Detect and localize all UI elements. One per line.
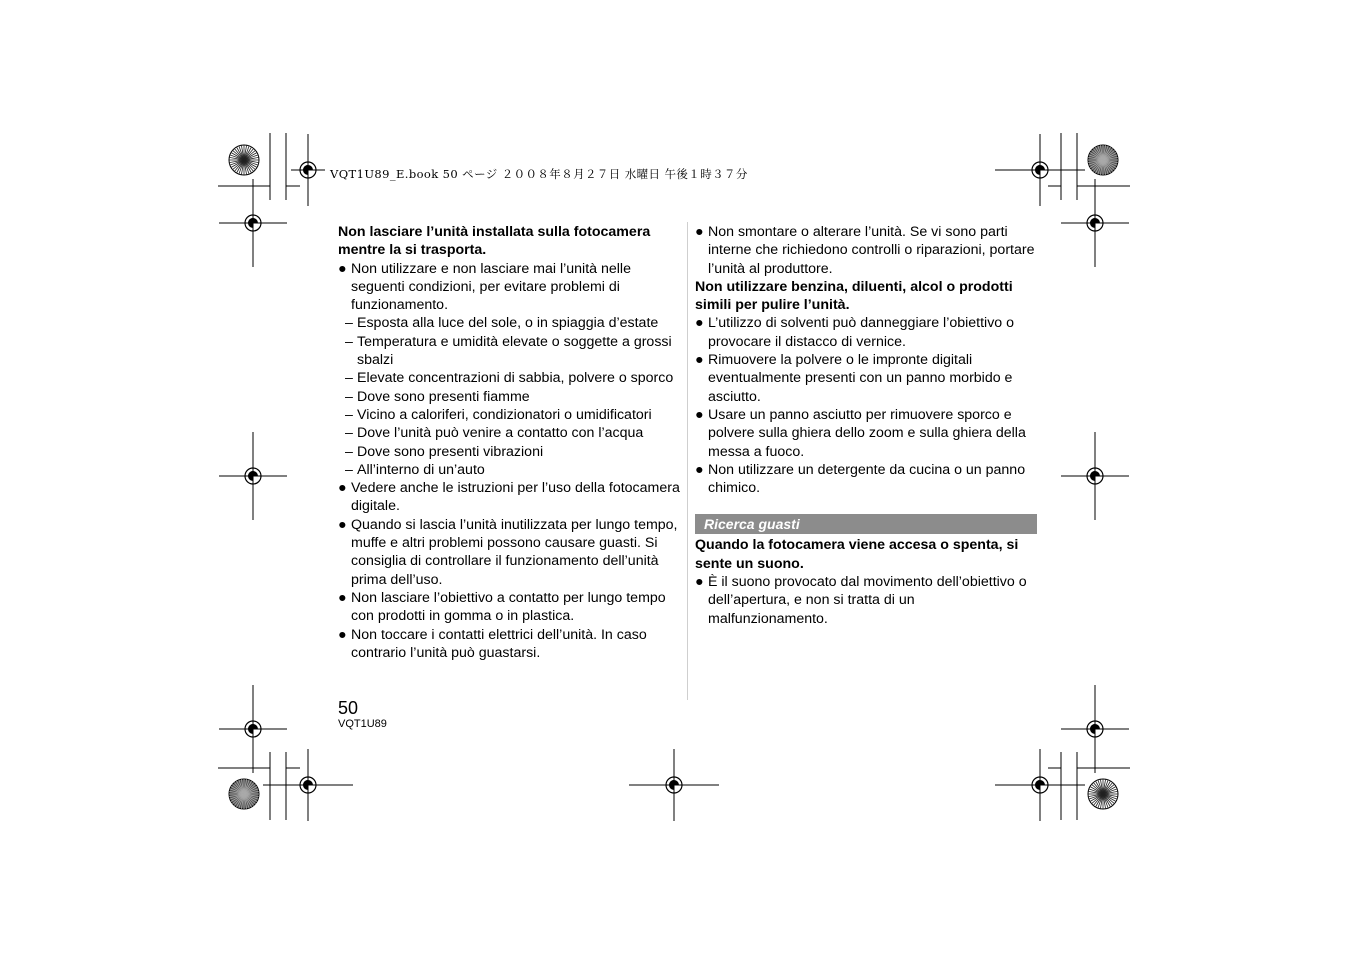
condition-item bbox=[338, 369, 683, 387]
condition-item bbox=[338, 443, 683, 461]
registration-fill-icon bbox=[669, 780, 674, 790]
bullet-text: L’utilizzo di solventi può danneggiare l’obiettivo o provocare il distacco di vernice. bbox=[708, 315, 1015, 350]
dash-icon: – bbox=[345, 315, 353, 332]
troubleshooting-question: Quando la fotocamera viene accesa o spenta, si sente un suono. bbox=[695, 537, 1019, 572]
troubleshooting-section-title: Ricerca guasti bbox=[695, 514, 1037, 534]
condition-text: Temperatura e umidità elevate o soggette a grossi sbalzi bbox=[357, 333, 672, 369]
condition-text: Dove sono presenti vibrazioni bbox=[357, 443, 544, 460]
transport-heading: Non lasciare l’unità installata sulla fotocamera mentre la si trasporta. bbox=[338, 224, 651, 259]
registration-fill-icon bbox=[303, 165, 308, 175]
right-column bbox=[695, 223, 1037, 628]
condition-text: Dove sono presenti fiamme bbox=[357, 388, 530, 405]
model-code: VQT1U89 bbox=[338, 718, 387, 730]
list-item bbox=[695, 314, 1037, 351]
list-item bbox=[338, 516, 683, 589]
condition-item bbox=[338, 424, 683, 442]
bullet-icon: ● bbox=[338, 260, 347, 277]
list-item bbox=[338, 589, 683, 626]
list-item bbox=[338, 260, 683, 315]
bullet-text: Non utilizzare un detergente da cucina o un panno chimico. bbox=[708, 461, 1026, 497]
page-number: 50 bbox=[338, 698, 359, 718]
bullet-icon: ● bbox=[338, 516, 347, 533]
bullet-icon: ● bbox=[695, 224, 704, 240]
condition-item bbox=[338, 314, 683, 332]
dash-icon: – bbox=[345, 388, 353, 405]
condition-text: All’interno di un’auto bbox=[357, 461, 485, 478]
list-item bbox=[695, 573, 1037, 628]
list-item bbox=[695, 223, 1037, 278]
list-item bbox=[695, 461, 1037, 498]
bullet-icon: ● bbox=[695, 461, 704, 478]
dash-icon: – bbox=[345, 443, 353, 460]
bullet-text: Non smontare o alterare l’unità. Se vi sono parti interne che richiedono controlli o riparazioni, portare l’unità al produttore. bbox=[708, 224, 1035, 277]
condition-item bbox=[338, 461, 683, 479]
bullet-text: Usare un panno asciutto per rimuovere sporco e polvere sulla ghiera dello zoom e sulla ghiera della messa a fuoco. bbox=[708, 406, 1026, 460]
registration-fill-icon bbox=[303, 780, 308, 790]
cleaning-heading: Non utilizzare benzina, diluenti, alcol o prodotti simili per pulire l’unità. bbox=[695, 278, 1013, 314]
registration-fill-icon bbox=[248, 471, 253, 481]
bullet-text: È il suono provocato dal movimento dell’obiettivo o dell’apertura, e non si tratta di un malfunzionamento. bbox=[708, 574, 1027, 627]
list-item bbox=[338, 479, 683, 516]
bullet-icon: ● bbox=[695, 352, 704, 369]
condition-item bbox=[338, 333, 683, 370]
condition-text: Esposta alla luce del sole, o in spiaggia d’estate bbox=[357, 315, 659, 332]
condition-text: Dove l’unità può venire a contatto con l’acqua bbox=[357, 425, 644, 442]
bullet-text: Non toccare i contatti elettrici dell’unità. In caso contrario l’unità può guastarsi. bbox=[351, 626, 647, 661]
dash-icon: – bbox=[345, 461, 353, 478]
registration-fill-icon bbox=[248, 218, 253, 228]
bullet-icon: ● bbox=[695, 315, 704, 332]
list-item bbox=[695, 406, 1037, 461]
column-divider bbox=[687, 222, 688, 700]
print-file-header: VQT1U89_E.book 50 ページ ２００８年８月２７日 水曜日 午後１時３７分 bbox=[330, 167, 748, 181]
left-column bbox=[338, 223, 683, 662]
registration-fill-icon bbox=[1035, 780, 1040, 790]
condition-item bbox=[338, 388, 683, 406]
condition-text: Elevate concentrazioni di sabbia, polvere o sporco bbox=[357, 370, 674, 387]
condition-item bbox=[338, 406, 683, 424]
registration-fill-icon bbox=[248, 724, 253, 734]
bullet-text: Vedere anche le istruzioni per l’uso della fotocamera digitale. bbox=[351, 480, 680, 515]
bullet-icon: ● bbox=[695, 406, 704, 423]
bullet-icon: ● bbox=[338, 626, 347, 643]
bullet-icon: ● bbox=[338, 589, 347, 606]
bullet-icon: ● bbox=[695, 574, 704, 591]
registration-fill-icon bbox=[1090, 724, 1095, 734]
list-item bbox=[695, 351, 1037, 406]
dash-icon: – bbox=[345, 425, 353, 442]
bullet-icon: ● bbox=[338, 480, 347, 497]
bullet-text: Non lasciare l’obiettivo a contatto per lungo tempo con prodotti in gomma o in plastica. bbox=[351, 589, 666, 625]
bullet-text: Non utilizzare e non lasciare mai l’unità nelle seguenti condizioni, per evitare problemi di funzionamento. bbox=[351, 260, 631, 314]
registration-fill-icon bbox=[1090, 218, 1095, 228]
registration-fill-icon bbox=[1035, 165, 1040, 175]
dash-icon: – bbox=[345, 333, 353, 350]
bullet-text: Rimuovere la polvere o le impronte digitali eventualmente presenti con un panno morbido e asciutto. bbox=[708, 352, 1013, 405]
bullet-text: Quando si lascia l’unità inutilizzata per lungo tempo, muffe e altri problemi possono causare guasti. Si consiglia di controllare il funzionamento dell’unità prima dell’uso. bbox=[351, 516, 678, 588]
list-item bbox=[338, 626, 683, 663]
registration-fill-icon bbox=[1090, 471, 1095, 481]
condition-text: Vicino a caloriferi, condizionatori o umidificatori bbox=[357, 406, 652, 423]
dash-icon: – bbox=[345, 370, 353, 387]
dash-icon: – bbox=[345, 406, 353, 423]
